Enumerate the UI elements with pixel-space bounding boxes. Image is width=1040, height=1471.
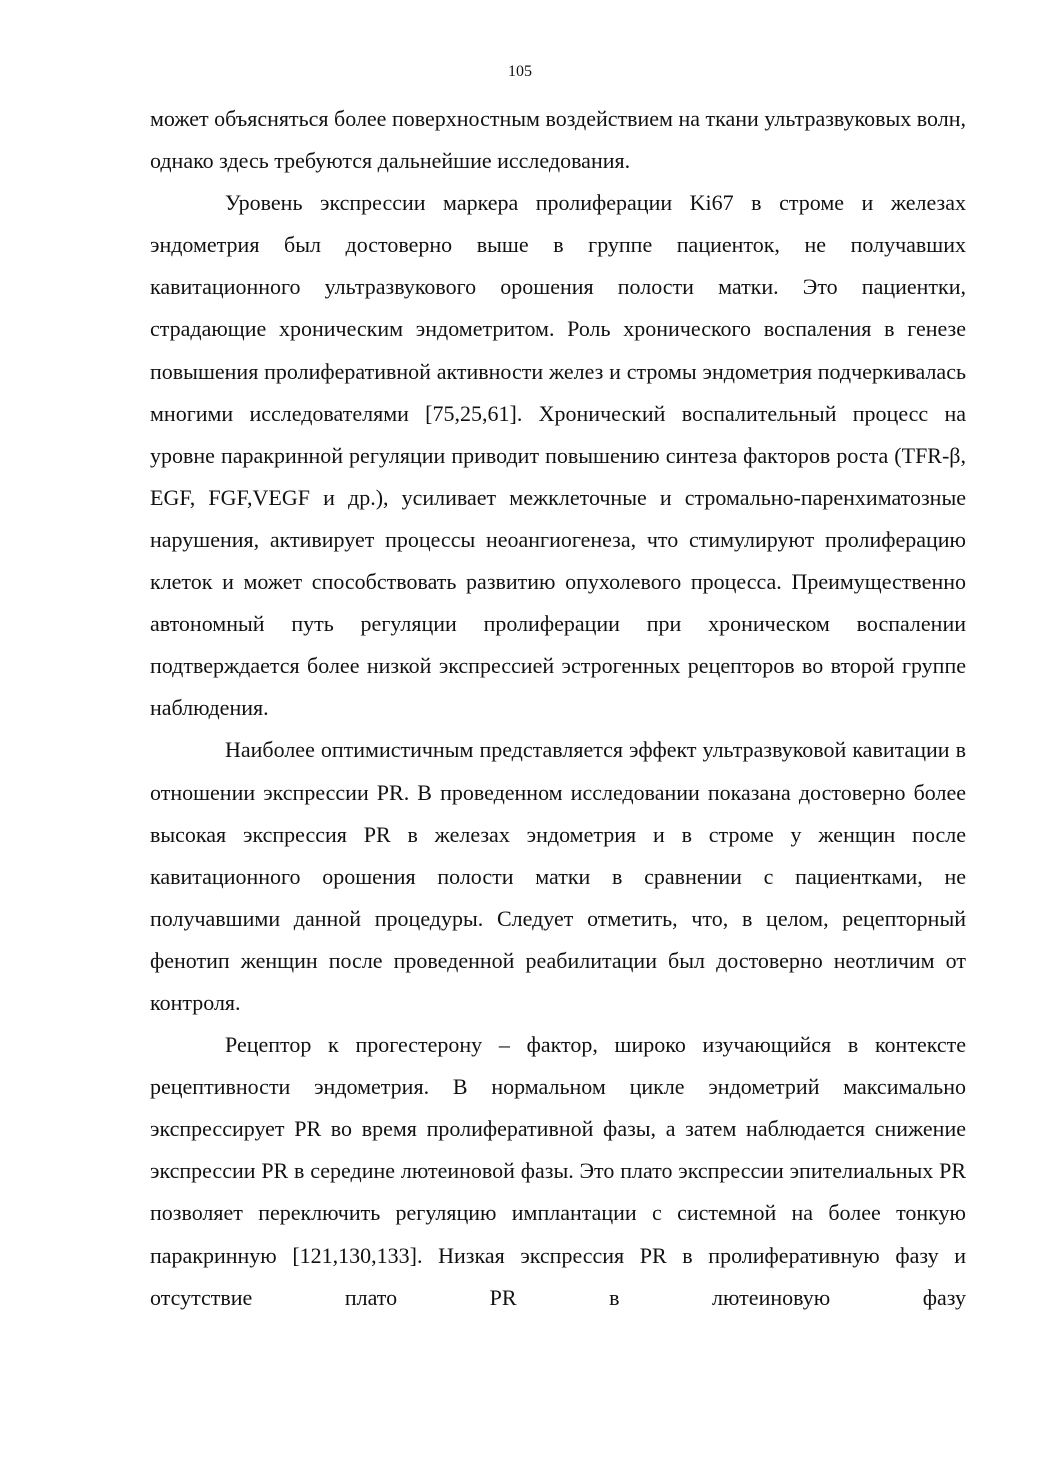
page-number: 105 (508, 63, 532, 80)
paragraph-continuation: может объясняться более поверхностным воздействием на ткани ультразвуковых волн, однако здесь требуются дальнейшие исследования. (150, 106, 966, 174)
paragraph-progesterone-receptor: Рецептор к прогестерону – фактор, широко изучающийся в контексте рецептивности эндометрия. В нормальном цикле эндометрий максимально экспрессирует PR во время пролиферативной фазы, а затем наблюдается снижение экспрессии PR в середине лютеиновой фазы. Это плато экспрессии эпителиальных PR позволяет переключить регуляцию имплантации с системной на более тонкую паракринную [121,130,133]. Низкая экспрессия PR в пролиферативную фазу и отсутствие плато PR в лютеиновую фазу (150, 1032, 966, 1310)
paragraph-ki67-expression: Уровень экспрессии маркера пролиферации Ki67 в строме и железах эндометрия был достоверно выше в группе пациенток, не получавших кавитационного ультразвукового орошения полости матки. Это пациентки, страдающие хроническим эндометритом. Роль хронического воспаления в генезе повышения пролиферативной активности желез и стромы эндометрия подчеркивалась многими исследователями [75,25,61]. Хронический воспалительный процесс на уровне паракринной регуляции приводит повышению синтеза факторов роста (TFR-β, EGF, FGF,VEGF и др.), усиливает межклеточные и стромально-паренхиматозные нарушения, активирует процессы неоангиогенеза, что стимулируют пролиферацию клеток и может способствовать развитию опухолевого процесса. Преимущественно автономный путь регуляции пролиферации при хроническом воспалении подтверждается более низкой экспрессией эстрогенных рецепторов во второй группе наблюдения. (150, 190, 966, 721)
paragraph-pr-cavitation-effect: Наиболее оптимистичным представляется эффект ультразвуковой кавитации в отношении экспрессии PR. В проведенном исследовании показана достоверно более высокая экспрессия PR в железах эндометрия и в строме у женщин после кавитационного орошения полости матки в сравнении с пациентками, не получавшими данной процедуры. Следует отметить, что, в целом, рецепторный фенотип женщин после проведенной реабилитации был достоверно неотличим от контроля. (150, 737, 966, 1015)
body-text (150, 98, 966, 1319)
